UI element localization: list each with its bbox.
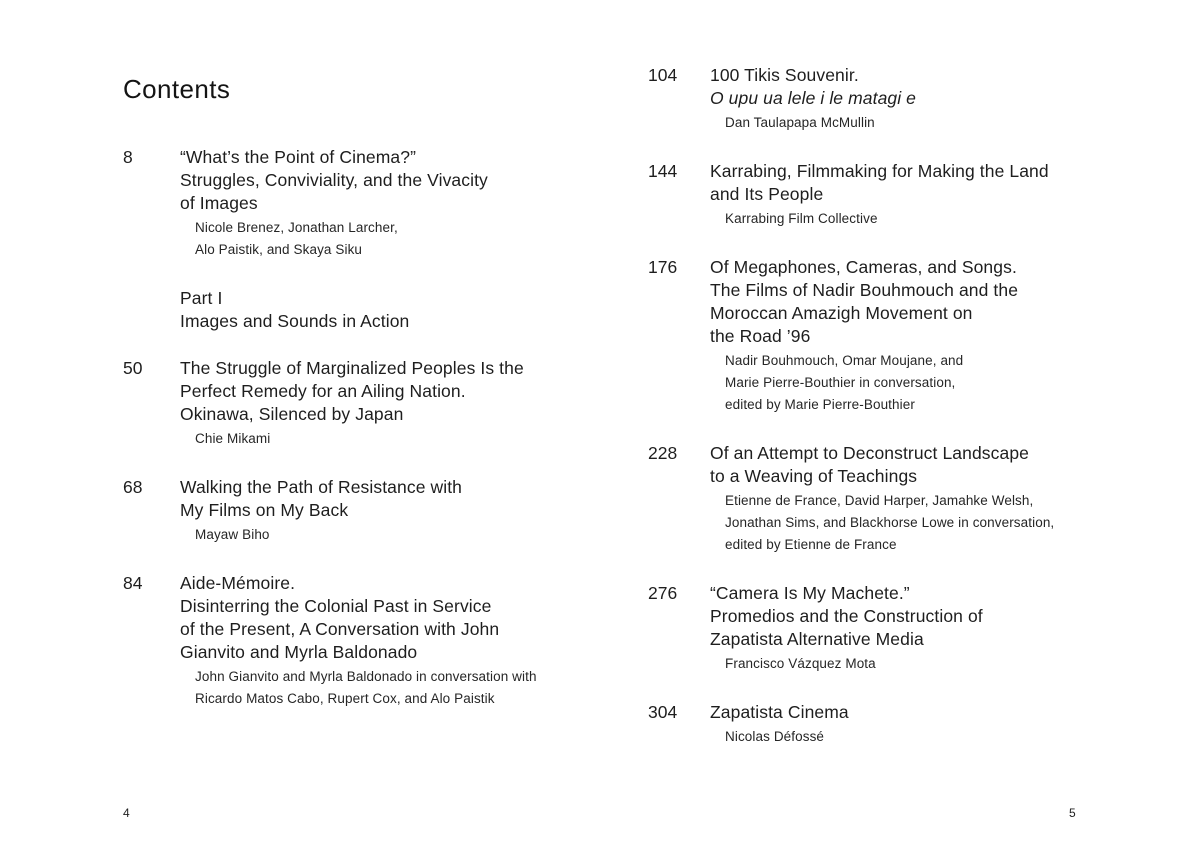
toc-title-line: Of an Attempt to Deconstruct Landscape: [710, 443, 1029, 463]
toc-entry-body: [180, 476, 603, 546]
toc-author-line: Ricardo Matos Cabo, Rupert Cox, and Alo Paistik: [195, 691, 495, 706]
toc-page-number: 50: [123, 358, 143, 378]
toc-title-line: to a Weaving of Teachings: [710, 466, 918, 486]
toc-page-number: 176: [648, 257, 678, 277]
toc-entry-body: [180, 357, 603, 450]
toc-authors: [710, 208, 1118, 230]
toc-title-line: Struggles, Conviviality, and the Vivacity: [180, 170, 488, 190]
toc-title-line: Disinterring the Colonial Past in Service: [180, 596, 492, 616]
toc-authors: [710, 726, 1118, 748]
toc-title-line: Gianvito and Myrla Baldonado: [180, 642, 418, 662]
toc-author-line: edited by Marie Pierre-Bouthier: [725, 397, 915, 412]
toc-author-line: Mayaw Biho: [195, 527, 270, 542]
toc-entry: [648, 256, 1118, 416]
toc-title-line: Okinawa, Silenced by Japan: [180, 404, 404, 424]
toc-entry-body: [180, 287, 603, 333]
toc-page-number: 8: [123, 147, 133, 167]
toc-page-number: 68: [123, 477, 143, 497]
toc-title-line-italic: O upu ua lele i le matagi e: [710, 88, 917, 108]
toc-page-number: 144: [648, 161, 678, 181]
toc-title-line: “What’s the Point of Cinema?”: [180, 147, 417, 167]
toc-title-line: Moroccan Amazigh Movement on: [710, 303, 973, 323]
toc-title-line: 100 Tikis Souvenir.: [710, 65, 859, 85]
toc-entry: [648, 582, 1118, 675]
toc-author-line: Karrabing Film Collective: [725, 211, 878, 226]
toc-author-line: Nicole Brenez, Jonathan Larcher,: [195, 220, 398, 235]
toc-authors: [180, 428, 603, 450]
toc-entry-body: [710, 64, 1118, 134]
toc-entry: [648, 701, 1118, 748]
toc-page-number: 84: [123, 573, 143, 593]
folio-left: 4: [123, 806, 130, 820]
toc-title-line: the Road ’96: [710, 326, 811, 346]
toc-entry: [648, 160, 1118, 230]
toc-author-line: Francisco Vázquez Mota: [725, 656, 876, 671]
toc-page-number: 304: [648, 702, 678, 722]
toc-authors: [180, 217, 603, 261]
toc-authors: [180, 524, 603, 546]
toc-title-line: “Camera Is My Machete.”: [710, 583, 910, 603]
toc-author-line: Jonathan Sims, and Blackhorse Lowe in conversation,: [725, 515, 1055, 530]
toc-authors: [710, 490, 1118, 556]
toc-author-line: Dan Taulapapa McMullin: [725, 115, 875, 130]
toc-entry: [123, 476, 603, 546]
toc-page-number: 228: [648, 443, 678, 463]
toc-author-line: Etienne de France, David Harper, Jamahke Welsh,: [725, 493, 1034, 508]
toc-entry: [123, 146, 603, 261]
toc-title-line: Perfect Remedy for an Ailing Nation.: [180, 381, 466, 401]
toc-title-line: Karrabing, Filmmaking for Making the Land: [710, 161, 1049, 181]
toc-author-line: Alo Paistik, and Skaya Siku: [195, 242, 363, 257]
toc-entry: [648, 64, 1118, 134]
toc-author-line: Marie Pierre-Bouthier in conversation,: [725, 375, 956, 390]
toc-authors: [710, 653, 1118, 675]
toc-entry: [648, 442, 1118, 556]
toc-author-line: John Gianvito and Myrla Baldonado in conversation with: [195, 669, 537, 684]
toc-part-title: Images and Sounds in Action: [180, 311, 410, 331]
toc-title-line: Promedios and the Construction of: [710, 606, 983, 626]
toc-right-page: [648, 0, 1118, 774]
toc-title-line: Zapatista Alternative Media: [710, 629, 924, 649]
toc-title-line: Aide-Mémoire.: [180, 573, 296, 593]
toc-title-line: My Films on My Back: [180, 500, 349, 520]
toc-author-line: Nadir Bouhmouch, Omar Moujane, and: [725, 353, 964, 368]
toc-author-line: edited by Etienne de France: [725, 537, 897, 552]
toc-entry-body: [710, 701, 1118, 748]
toc-entry-body: [180, 572, 603, 710]
toc-title-line: Zapatista Cinema: [710, 702, 849, 722]
toc-title-line: of the Present, A Conversation with John: [180, 619, 500, 639]
toc-author-line: Nicolas Défossé: [725, 729, 825, 744]
toc-entry: [123, 572, 603, 710]
toc-author-line: Chie Mikami: [195, 431, 271, 446]
toc-entry: [123, 357, 603, 450]
toc-left-page: [123, 0, 603, 736]
toc-authors: [710, 350, 1118, 416]
toc-entry-body: [710, 582, 1118, 675]
toc-part-heading: [123, 287, 603, 333]
toc-entry-body: [710, 256, 1118, 416]
toc-authors: [180, 666, 603, 710]
folio-right: 5: [1069, 806, 1076, 820]
toc-entry-body: [710, 442, 1118, 556]
toc-page-number: 104: [648, 65, 678, 85]
toc-title-line: The Films of Nadir Bouhmouch and the: [710, 280, 1019, 300]
toc-title-line: and Its People: [710, 184, 824, 204]
toc-authors: [710, 112, 1118, 134]
toc-part-label: Part I: [180, 288, 223, 308]
toc-page-number: [123, 287, 180, 333]
toc-page-number: 276: [648, 583, 678, 603]
toc-entry-body: [710, 160, 1118, 230]
toc-title-line: Walking the Path of Resistance with: [180, 477, 463, 497]
toc-title-line: Of Megaphones, Cameras, and Songs.: [710, 257, 1017, 277]
toc-title-line: of Images: [180, 193, 258, 213]
contents-heading: Contents: [123, 74, 231, 104]
toc-entry-body: [180, 146, 603, 261]
toc-title-line: The Struggle of Marginalized Peoples Is the: [180, 358, 524, 378]
